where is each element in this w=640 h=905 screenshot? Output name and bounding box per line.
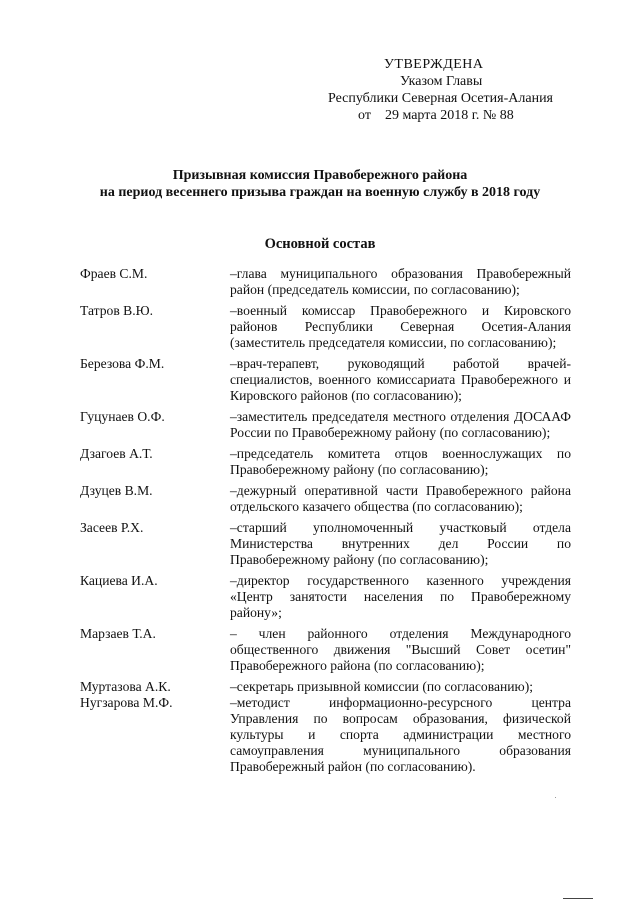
approval-status: УТВЕРЖДЕНА — [384, 57, 484, 72]
member-row — [80, 356, 573, 404]
member-row — [80, 409, 573, 441]
document-title — [40, 167, 600, 201]
approval-date: 29 марта 2018 г. № 88 — [384, 108, 514, 123]
member-name: Татров В.Ю. — [80, 303, 153, 318]
member-name: Дзагоев А.Т. — [80, 446, 153, 461]
member-role: –военный комиссар Правобережного и Кировского районов Республики Северная Осетия-Алания (заместитель председателя комиссии, по согласованию); — [230, 303, 571, 350]
document-title-line-2: на период весеннего призыва граждан на военную службу в 2018 году — [99, 185, 541, 200]
member-role: –глава муниципального образования Правобережный район (председатель комиссии, по согласованию); — [230, 266, 571, 297]
member-name: Нугзарова М.Ф. — [80, 695, 173, 710]
member-row — [80, 303, 573, 351]
member-role: –заместитель председателя местного отделения ДОСААФ России по Правобережному району (по согласованию); — [230, 409, 571, 440]
approval-republic: Республики Северная Осетия-Алания — [328, 91, 553, 106]
member-role: –врач-терапевт, руководящий работой врачей-специалистов, военного комиссариата Правобережного и Кировского районов (по согласованию); — [230, 356, 571, 403]
approval-decree: Указом Главы — [400, 74, 483, 89]
member-role: –секретарь призывной комиссии (по согласованию); — [230, 679, 533, 694]
member-row — [80, 520, 573, 568]
member-name: Засеев Р.Х. — [80, 520, 144, 535]
scan-speck — [555, 797, 556, 798]
member-name: Марзаев Т.А. — [80, 626, 156, 641]
section-title: Основной состав — [264, 236, 376, 252]
member-row — [80, 695, 573, 775]
member-row — [80, 626, 573, 674]
member-role: –директор государственного казенного учреждения «Центр занятости населения по Правобережному району»; — [230, 573, 571, 620]
member-role: –старший уполномоченный участковый отдела Министерства внутренних дел России по Правобережному району (по согласованию); — [230, 520, 571, 567]
member-list — [80, 266, 573, 780]
approval-block — [320, 56, 560, 124]
member-row — [80, 483, 573, 515]
document-title-line-1: Призывная комиссия Правобережного района — [172, 168, 468, 183]
member-role: –дежурный оперативной части Правобережного района отдельского казачего общества (по согласованию); — [230, 483, 571, 514]
member-name: Фраев С.М. — [80, 266, 148, 281]
member-name: Муртазова А.К. — [80, 679, 171, 694]
member-name: Гуцунаев О.Ф. — [80, 409, 165, 424]
member-row — [80, 266, 573, 298]
member-row — [80, 446, 573, 478]
member-row — [80, 573, 573, 621]
member-role: –председатель комитета отцов военнослужащих по Правобережному району (по согласованию); — [230, 446, 571, 477]
member-row — [80, 679, 573, 695]
member-name: Кациева И.А. — [80, 573, 158, 588]
approval-date-line — [320, 107, 560, 124]
member-name: Березова Ф.М. — [80, 356, 165, 371]
member-role: – член районного отделения Международного общественного движения "Высший Совет осетин" Правобережного района (по согласованию); — [230, 626, 571, 673]
page-corner-mark — [563, 898, 593, 899]
member-name: Дзуцев В.М. — [80, 483, 153, 498]
approval-date-prefix: от — [358, 108, 371, 123]
member-role: –методист информационно-ресурсного центра Управления по вопросам образования, физической культуры и спорта администрации местного самоуправления муниципального образования Правобережный район (по согласованию). — [230, 695, 571, 774]
